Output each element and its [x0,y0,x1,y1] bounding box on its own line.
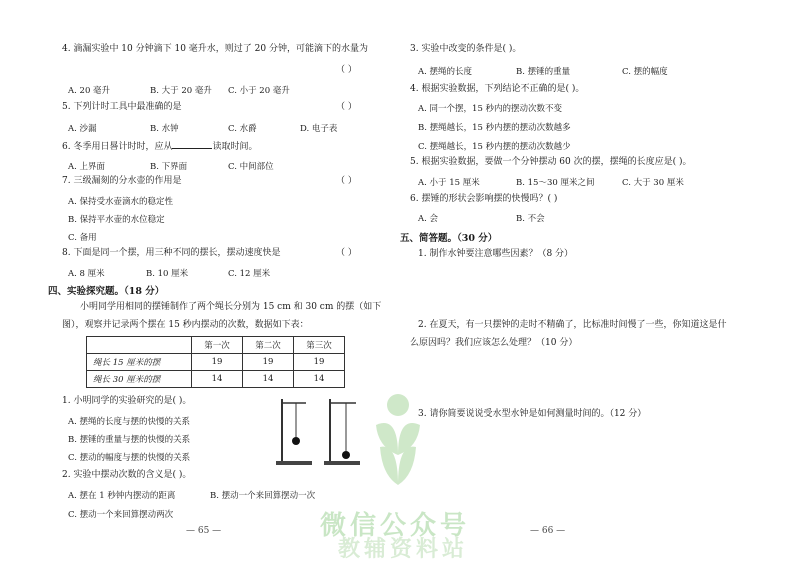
short-answer-1: 1. 制作水钟要注意哪些因素？（8 分） [418,249,574,259]
q8-option-c: C. 12 厘米 [228,269,271,279]
q4-option-c: C. 小于 20 毫升 [228,86,290,96]
e2-option-c: C. 摆动一个来回算摆动两次 [68,510,174,520]
pendulum-short-icon [276,399,312,465]
table-header: 第三次 [294,337,345,354]
q8-option-b: B. 10 厘米 [146,269,189,279]
q6-option-c: C. 中间部位 [228,162,274,172]
q4-paren: （ ） [336,65,357,75]
page-number-left: — 65 — [186,526,222,536]
q6-option-b: B. 下界面 [150,162,188,172]
e5-option-c: C. 大于 30 厘米 [622,178,684,188]
e2-option-a: A. 摆在 1 秒钟内摆动的距离 [68,491,176,501]
q5-option-b: B. 水钟 [150,124,179,134]
experiment-intro-2: 图），观察并记录两个摆在 15 秒内摆动的次数，数据如下表： [62,320,309,330]
q5-option-a: A. 沙漏 [68,124,97,134]
short-answer-3: 3. 请你简要说说受水型水钟是如何测量时间的。（12 分） [418,409,647,419]
e4-text: 4. 根据实验数据，下列结论不正确的是( )。 [410,84,585,94]
q6-text-a: 6. 冬季用日晷计时时，应从 [62,142,173,152]
e1-option-a: A. 摆绳的长度与摆的快慢的关系 [68,417,191,427]
q5-paren: （ ） [336,102,357,112]
q4-option-a: A. 20 毫升 [68,86,111,96]
e1-option-b: B. 摆锤的重量与摆的快慢的关系 [68,435,191,445]
table-header: 第二次 [243,337,294,354]
short-answer-2-line1: 2. 在夏天，有一只摆钟的走时不精确了，比标准时间慢了一些，你知道这是什 [418,320,727,330]
section-5-title: 五、简答题。（30 分） [400,233,498,244]
q6-text [62,140,257,153]
e4-option-a: A. 同一个摆，15 秒内的摆动次数不变 [418,104,563,114]
q7-option-c: C. 备用 [68,233,97,243]
table-cell: 14 [243,371,294,388]
page-number-right: — 66 — [530,526,566,536]
table-cell: 14 [192,371,243,388]
table-cell: 19 [243,354,294,371]
e1-option-c: C. 摆动的幅度与摆的快慢的关系 [68,453,191,463]
right-page [400,0,800,566]
table-row [87,371,345,388]
table-cell: 19 [294,354,345,371]
e6-option-b: B. 不会 [516,214,545,224]
q6-option-a: A. 上界面 [68,162,106,172]
q8-text: 8. 下面是同一个摆，用三种不同的摆长，摆动速度快是 [62,248,281,258]
e4-option-b: B. 摆绳越长，15 秒内摆的摆动次数越多 [418,123,571,133]
section-4-title: 四、实验探究题。（18 分） [48,286,165,297]
q6-text-b: 读取时间。 [212,142,258,152]
q7-option-a: A. 保持受水壶滴水的稳定性 [68,197,174,207]
experiment-table [86,336,345,388]
table-row-label: 绳长 30 厘米的摆 [87,371,192,388]
e5-text: 5. 根据实验数据，要做一个分钟摆动 60 次的摆，摆绳的长度应是( )。 [410,157,692,167]
e6-text: 6. 摆锤的形状会影响摆的快慢吗？( ) [410,194,558,204]
experiment-intro-1: 小明同学用相同的摆锤制作了两个绳长分别为 15 cm 和 30 cm 的摆（如下 [80,302,382,312]
e5-option-a: A. 小于 15 厘米 [418,178,480,188]
q6-blank [172,140,212,149]
e6-option-a: A. 会 [418,214,439,224]
table-row [87,354,345,371]
pendulum-long-icon [324,399,360,465]
q5-text: 5. 下列计时工具中最准确的是 [62,102,182,112]
table-cell: 14 [294,371,345,388]
e4-option-c: C. 摆绳越长，15 秒内摆的摆动次数越少 [418,142,571,152]
table-header: 第一次 [192,337,243,354]
table-header-row [87,337,345,354]
q7-paren: （ ） [336,176,357,186]
q7-option-b: B. 保持平水壶的水位稳定 [68,215,165,225]
watermark-line2: 教辅资料站 [338,536,469,562]
table-row-label: 绳长 15 厘米的摆 [87,354,192,371]
leaf-logo-icon [376,394,420,485]
e3-option-a: A. 摆绳的长度 [418,67,473,77]
table-cell: 19 [192,354,243,371]
watermark-line1: 微信公众号 [320,511,471,541]
q7-text: 7. 三级漏刻的分水壶的作用是 [62,176,182,186]
short-answer-2-line2: 么原因吗？我们应该怎么处理？（10 分） [410,338,578,348]
e2-text: 2. 实验中摆动次数的含义是( )。 [62,470,192,480]
q8-paren: （ ） [336,248,357,258]
table-corner-cell [87,337,192,354]
e5-option-b: B. 15～30 厘米之间 [516,178,595,188]
q4-option-b: B. 大于 20 毫升 [150,86,212,96]
watermark-logo [368,385,428,495]
pendulum-stands-illustration [272,393,372,468]
q4-text: 4. 滴漏实验中 10 分钟滴下 10 毫升水，则过了 20 分钟，可能滴下的水量为 [62,44,368,54]
e1-text: 1. 小明同学的实验研究的是( )。 [62,396,192,406]
e2-option-b: B. 摆动一个来回算摆动一次 [210,491,316,501]
q8-option-a: A. 8 厘米 [68,269,105,279]
e3-option-c: C. 摆的幅度 [622,67,668,77]
q5-option-c: C. 水爵 [228,124,257,134]
e3-option-b: B. 摆锤的重量 [516,67,571,77]
q5-option-d: D. 电子表 [300,124,338,134]
e3-text: 3. 实验中改变的条件是( )。 [410,44,522,54]
